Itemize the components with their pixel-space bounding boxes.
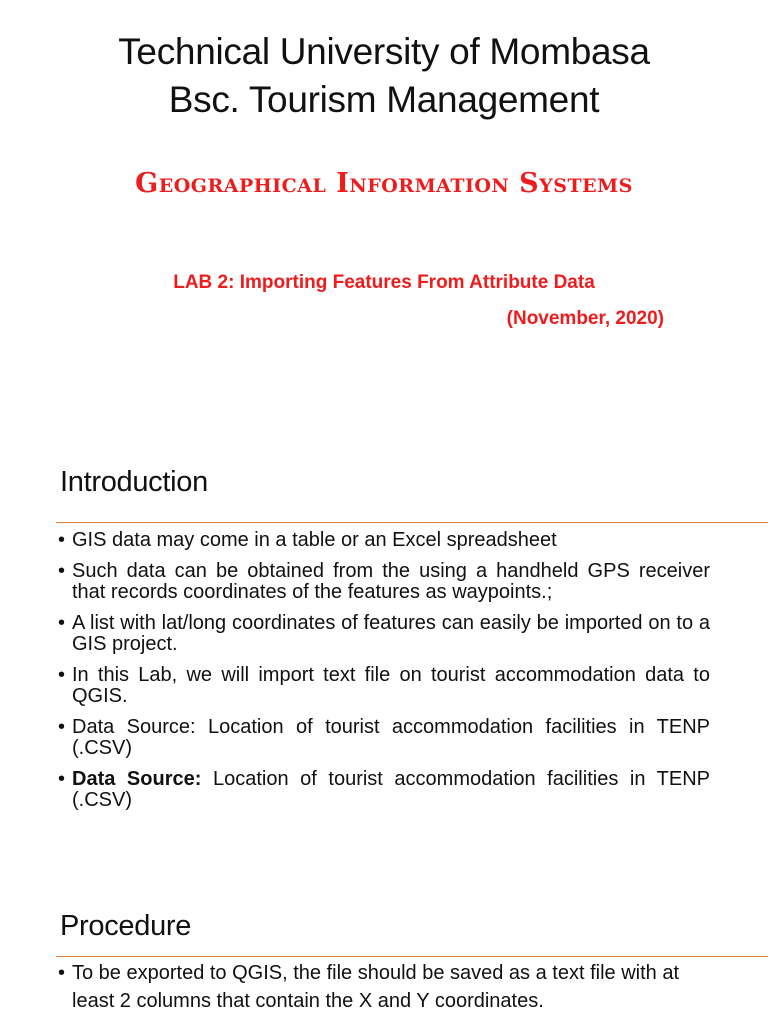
bullet-text: To be exported to QGIS, the file should be saved as a text file with at least 2 columns that contain the X and Y coordinates. (72, 962, 680, 1012)
bullet-text: Such data can be obtained from the using a handheld GPS receiver that records coordinates of the features as waypoints.; (72, 560, 710, 603)
university-title: Technical University of Mombasa (118, 31, 650, 72)
program-title: Bsc. Tourism Management (168, 79, 600, 120)
bullet-icon: • (58, 716, 66, 738)
bullet-icon: • (58, 962, 66, 984)
list-item (58, 665, 710, 707)
procedure-list (58, 959, 710, 1025)
bullet-text: GIS data may come in a table or an Excel spreadsheet (72, 529, 557, 551)
introduction-divider (56, 522, 768, 523)
lab-title: LAB 2: Importing Features From Attribute Data (173, 272, 595, 293)
bullet-icon: • (58, 768, 66, 790)
list-item (58, 717, 710, 759)
bullet-icon: • (58, 612, 66, 634)
bullet-text: Location of tourist accommodation facilities in TENP (.CSV) (72, 768, 710, 811)
data-source-label: Data Source: (72, 768, 202, 790)
introduction-list (58, 530, 710, 821)
bullet-text: Data Source: Location of tourist accommodation facilities in TENP (.CSV) (72, 716, 710, 759)
introduction-heading: Introduction (60, 466, 208, 498)
lab-date: (November, 2020) (506, 308, 664, 329)
procedure-heading: Procedure (60, 910, 192, 942)
bullet-text: A list with lat/long coordinates of features can easily be imported on to a GIS project. (72, 612, 710, 655)
bullet-icon: • (58, 560, 66, 582)
list-item (58, 959, 710, 1015)
list-item (58, 613, 710, 655)
bullet-icon: • (58, 529, 66, 551)
list-item (58, 561, 710, 603)
title-block (0, 28, 768, 124)
procedure-divider (56, 956, 768, 957)
list-item (58, 769, 710, 811)
bullet-text: In this Lab, we will import text file on tourist accommodation data to QGIS. (72, 664, 710, 707)
bullet-icon: • (58, 664, 66, 686)
course-title: Geographical Information Systems (135, 168, 633, 199)
list-item (58, 530, 710, 551)
